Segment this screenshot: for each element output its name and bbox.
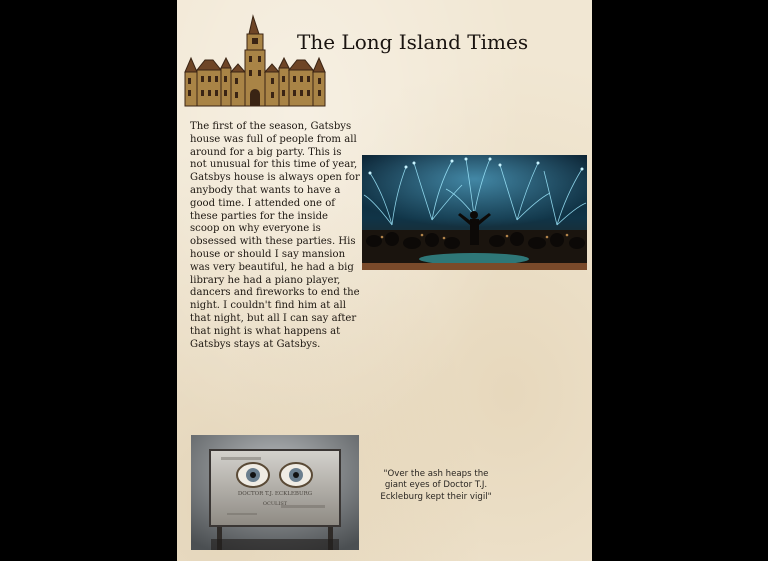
article-body: The first of the season, Gatsbys house was full of people from all around for a big party. This is not unusual for this time of year, Gatsbys house is always open for anybody that wants to have a good time. I attended one of these parties for the inside scoop on why everyone is obsessed with these parties. His house or should I say mansion was very beautiful, he had a big library he had a piano player, dancers and fireworks to end the night. I couldn't find him at all that night, but all I can say after that night is what happens at Gatsbys stays at Gatsbys.: [190, 121, 360, 350]
quote-caption: "Over the ash heaps the giant eyes of Doctor T.J. Eckleburg kept their vigil": [380, 469, 492, 502]
newspaper-page: [177, 0, 592, 561]
sign-caption-line-2: OCULIST: [262, 501, 288, 507]
fireworks-party-illustration: [362, 155, 587, 270]
eckleburg-photo: [191, 435, 359, 550]
castle-icon: [183, 14, 327, 108]
sign-caption-line-1: DOCTOR T.J. ECKLEBURG: [237, 491, 313, 497]
newspaper-title: The Long Island Times: [297, 30, 529, 54]
party-photo: [362, 155, 587, 270]
